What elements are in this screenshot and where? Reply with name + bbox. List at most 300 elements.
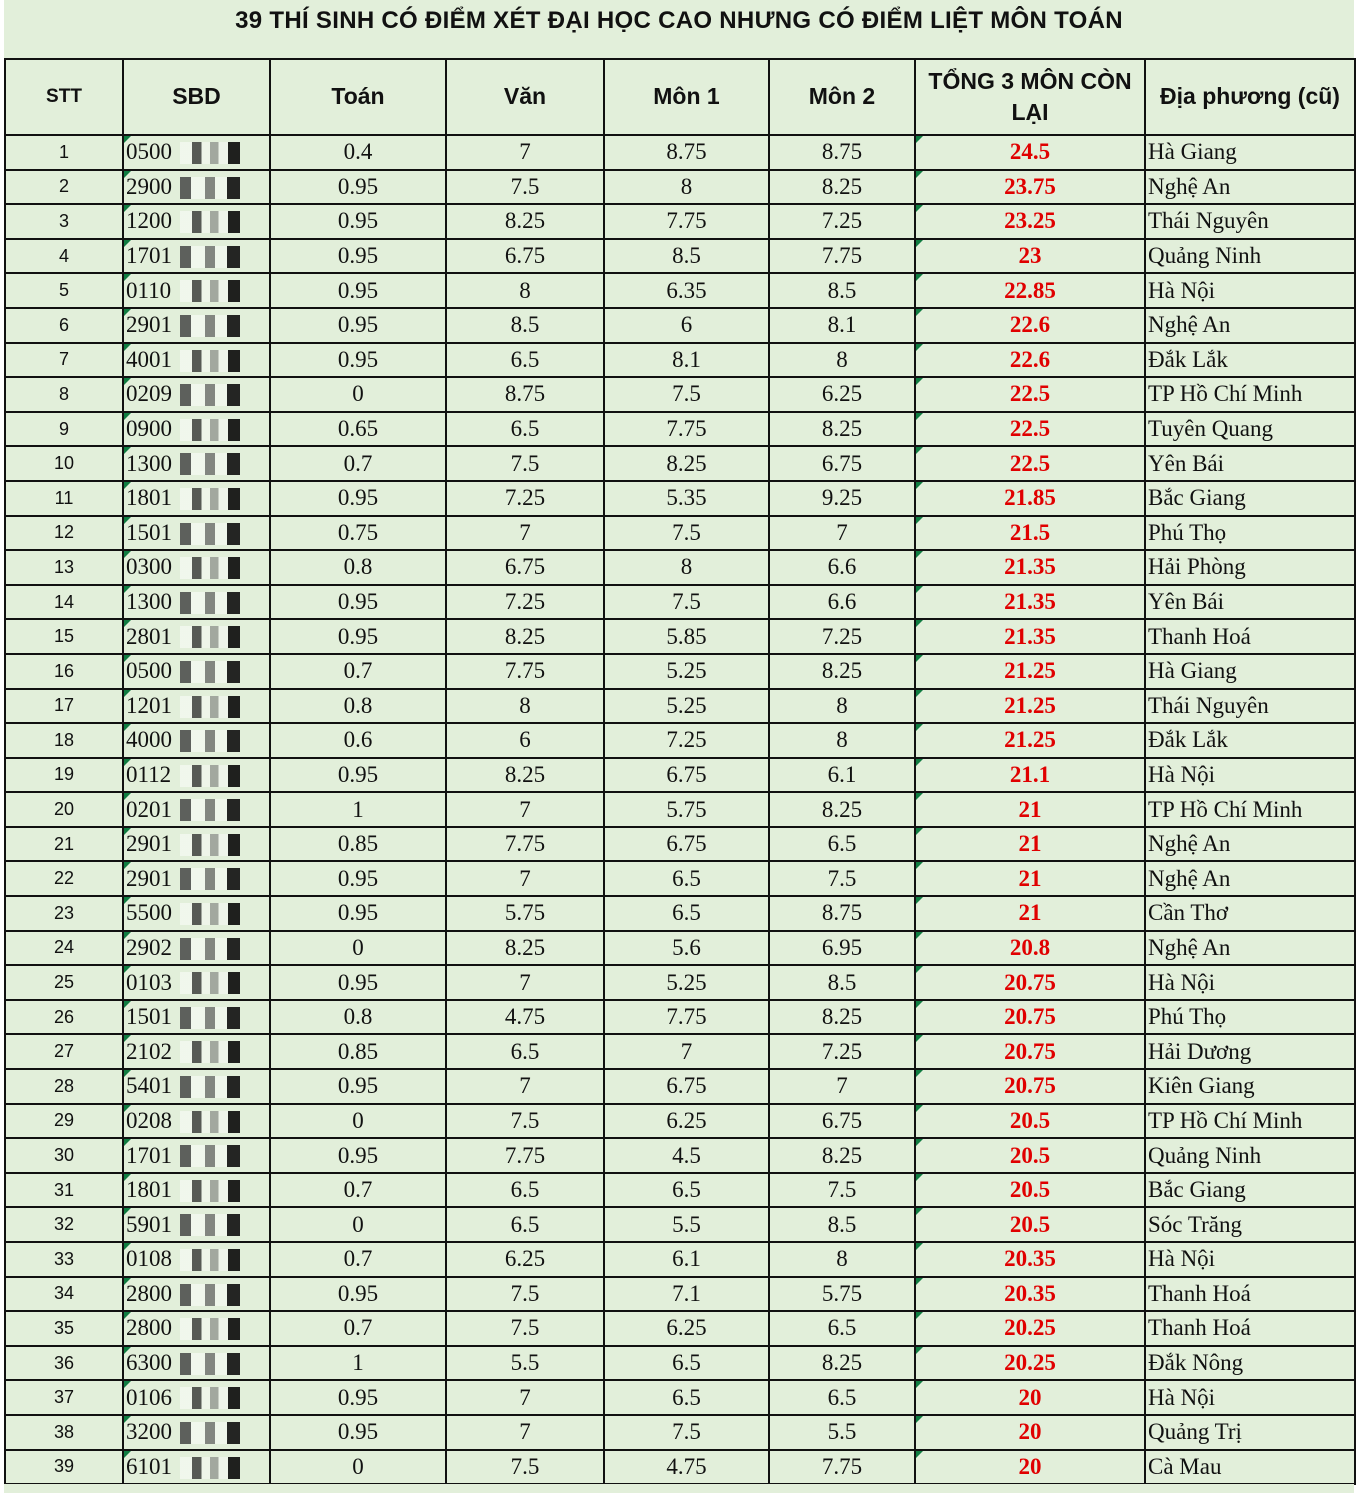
cell-stt[interactable]: [5, 308, 123, 343]
cell-mon2[interactable]: [769, 896, 915, 931]
cell-van[interactable]: [446, 170, 604, 205]
cell-van[interactable]: [446, 239, 604, 274]
cell-sbd[interactable]: [123, 1242, 270, 1277]
cell-total[interactable]: [915, 1380, 1145, 1415]
cell-mon1[interactable]: [604, 896, 769, 931]
cell-mon2[interactable]: [769, 1138, 915, 1173]
cell-mon1[interactable]: [604, 1069, 769, 1104]
cell-total[interactable]: [915, 343, 1145, 378]
cell-stt[interactable]: [5, 689, 123, 724]
cell-stt[interactable]: [5, 792, 123, 827]
cell-mon1[interactable]: [604, 239, 769, 274]
cell-total[interactable]: [915, 1311, 1145, 1346]
cell-location[interactable]: [1145, 550, 1355, 585]
cell-stt[interactable]: [5, 723, 123, 758]
cell-sbd[interactable]: [123, 723, 270, 758]
cell-location[interactable]: [1145, 204, 1355, 239]
cell-sbd[interactable]: [123, 204, 270, 239]
cell-mon1[interactable]: [604, 1138, 769, 1173]
cell-toan[interactable]: [270, 516, 446, 551]
cell-toan[interactable]: [270, 1277, 446, 1312]
cell-sbd[interactable]: [123, 827, 270, 862]
cell-mon1[interactable]: [604, 1207, 769, 1242]
cell-sbd[interactable]: [123, 1138, 270, 1173]
cell-van[interactable]: [446, 1450, 604, 1485]
cell-total[interactable]: [915, 723, 1145, 758]
cell-stt[interactable]: [5, 1346, 123, 1381]
cell-sbd[interactable]: [123, 1346, 270, 1381]
cell-mon1[interactable]: [604, 585, 769, 620]
cell-mon1[interactable]: [604, 654, 769, 689]
cell-location[interactable]: [1145, 1311, 1355, 1346]
cell-stt[interactable]: [5, 446, 123, 481]
cell-mon1[interactable]: [604, 273, 769, 308]
cell-toan[interactable]: [270, 1311, 446, 1346]
cell-stt[interactable]: [5, 516, 123, 551]
cell-total[interactable]: [915, 516, 1145, 551]
cell-sbd[interactable]: [123, 135, 270, 170]
cell-stt[interactable]: [5, 654, 123, 689]
cell-mon1[interactable]: [604, 343, 769, 378]
cell-toan[interactable]: [270, 619, 446, 654]
cell-location[interactable]: [1145, 239, 1355, 274]
cell-van[interactable]: [446, 1069, 604, 1104]
cell-total[interactable]: [915, 689, 1145, 724]
cell-stt[interactable]: [5, 931, 123, 966]
cell-van[interactable]: [446, 1138, 604, 1173]
cell-stt[interactable]: [5, 412, 123, 447]
cell-mon1[interactable]: [604, 135, 769, 170]
cell-total[interactable]: [915, 654, 1145, 689]
cell-sbd[interactable]: [123, 896, 270, 931]
cell-sbd[interactable]: [123, 412, 270, 447]
cell-van[interactable]: [446, 1380, 604, 1415]
cell-location[interactable]: [1145, 585, 1355, 620]
cell-sbd[interactable]: [123, 308, 270, 343]
cell-location[interactable]: [1145, 1277, 1355, 1312]
cell-stt[interactable]: [5, 343, 123, 378]
cell-location[interactable]: [1145, 1415, 1355, 1450]
cell-mon1[interactable]: [604, 1415, 769, 1450]
cell-sbd[interactable]: [123, 1415, 270, 1450]
cell-van[interactable]: [446, 135, 604, 170]
cell-sbd[interactable]: [123, 1173, 270, 1208]
cell-stt[interactable]: [5, 1311, 123, 1346]
cell-stt[interactable]: [5, 377, 123, 412]
cell-toan[interactable]: [270, 1173, 446, 1208]
cell-mon1[interactable]: [604, 1311, 769, 1346]
cell-stt[interactable]: [5, 1380, 123, 1415]
cell-mon1[interactable]: [604, 827, 769, 862]
cell-location[interactable]: [1145, 723, 1355, 758]
cell-sbd[interactable]: [123, 446, 270, 481]
cell-van[interactable]: [446, 1311, 604, 1346]
cell-total[interactable]: [915, 1207, 1145, 1242]
cell-toan[interactable]: [270, 170, 446, 205]
cell-mon2[interactable]: [769, 1173, 915, 1208]
cell-van[interactable]: [446, 516, 604, 551]
cell-mon2[interactable]: [769, 273, 915, 308]
cell-mon2[interactable]: [769, 377, 915, 412]
cell-total[interactable]: [915, 585, 1145, 620]
cell-mon1[interactable]: [604, 723, 769, 758]
cell-total[interactable]: [915, 1034, 1145, 1069]
cell-sbd[interactable]: [123, 170, 270, 205]
cell-mon2[interactable]: [769, 1207, 915, 1242]
cell-total[interactable]: [915, 827, 1145, 862]
cell-stt[interactable]: [5, 204, 123, 239]
cell-stt[interactable]: [5, 1173, 123, 1208]
cell-total[interactable]: [915, 1277, 1145, 1312]
cell-total[interactable]: [915, 1415, 1145, 1450]
cell-mon2[interactable]: [769, 1277, 915, 1312]
cell-mon2[interactable]: [769, 1311, 915, 1346]
cell-location[interactable]: [1145, 412, 1355, 447]
cell-sbd[interactable]: [123, 1450, 270, 1485]
cell-mon2[interactable]: [769, 1069, 915, 1104]
cell-total[interactable]: [915, 308, 1145, 343]
cell-mon2[interactable]: [769, 965, 915, 1000]
cell-mon1[interactable]: [604, 550, 769, 585]
cell-van[interactable]: [446, 1207, 604, 1242]
cell-mon1[interactable]: [604, 861, 769, 896]
cell-total[interactable]: [915, 1104, 1145, 1139]
cell-toan[interactable]: [270, 1450, 446, 1485]
cell-mon2[interactable]: [769, 758, 915, 793]
cell-stt[interactable]: [5, 1207, 123, 1242]
cell-location[interactable]: [1145, 308, 1355, 343]
cell-sbd[interactable]: [123, 931, 270, 966]
cell-location[interactable]: [1145, 1450, 1355, 1485]
cell-mon1[interactable]: [604, 1000, 769, 1035]
cell-mon2[interactable]: [769, 516, 915, 551]
cell-van[interactable]: [446, 792, 604, 827]
cell-toan[interactable]: [270, 861, 446, 896]
cell-van[interactable]: [446, 689, 604, 724]
cell-toan[interactable]: [270, 1380, 446, 1415]
cell-sbd[interactable]: [123, 377, 270, 412]
cell-stt[interactable]: [5, 965, 123, 1000]
cell-total[interactable]: [915, 1069, 1145, 1104]
cell-toan[interactable]: [270, 827, 446, 862]
cell-mon1[interactable]: [604, 1450, 769, 1485]
cell-van[interactable]: [446, 446, 604, 481]
cell-toan[interactable]: [270, 792, 446, 827]
cell-total[interactable]: [915, 619, 1145, 654]
cell-location[interactable]: [1145, 273, 1355, 308]
cell-van[interactable]: [446, 758, 604, 793]
cell-toan[interactable]: [270, 1242, 446, 1277]
cell-stt[interactable]: [5, 1450, 123, 1485]
cell-toan[interactable]: [270, 377, 446, 412]
cell-mon1[interactable]: [604, 931, 769, 966]
cell-stt[interactable]: [5, 1069, 123, 1104]
cell-van[interactable]: [446, 654, 604, 689]
cell-sbd[interactable]: [123, 1034, 270, 1069]
cell-van[interactable]: [446, 1277, 604, 1312]
cell-mon1[interactable]: [604, 1242, 769, 1277]
cell-location[interactable]: [1145, 1173, 1355, 1208]
cell-location[interactable]: [1145, 446, 1355, 481]
cell-sbd[interactable]: [123, 1069, 270, 1104]
cell-location[interactable]: [1145, 619, 1355, 654]
cell-toan[interactable]: [270, 308, 446, 343]
cell-location[interactable]: [1145, 965, 1355, 1000]
cell-stt[interactable]: [5, 550, 123, 585]
cell-toan[interactable]: [270, 1138, 446, 1173]
cell-van[interactable]: [446, 1034, 604, 1069]
cell-location[interactable]: [1145, 1069, 1355, 1104]
cell-mon2[interactable]: [769, 550, 915, 585]
cell-sbd[interactable]: [123, 758, 270, 793]
cell-mon2[interactable]: [769, 1104, 915, 1139]
cell-stt[interactable]: [5, 861, 123, 896]
cell-toan[interactable]: [270, 239, 446, 274]
cell-stt[interactable]: [5, 273, 123, 308]
cell-stt[interactable]: [5, 481, 123, 516]
cell-mon1[interactable]: [604, 1380, 769, 1415]
cell-toan[interactable]: [270, 343, 446, 378]
cell-total[interactable]: [915, 896, 1145, 931]
cell-mon1[interactable]: [604, 965, 769, 1000]
cell-mon2[interactable]: [769, 1242, 915, 1277]
cell-total[interactable]: [915, 1242, 1145, 1277]
cell-toan[interactable]: [270, 1346, 446, 1381]
cell-total[interactable]: [915, 1138, 1145, 1173]
cell-total[interactable]: [915, 1346, 1145, 1381]
cell-location[interactable]: [1145, 1104, 1355, 1139]
cell-mon2[interactable]: [769, 861, 915, 896]
cell-mon1[interactable]: [604, 758, 769, 793]
cell-sbd[interactable]: [123, 965, 270, 1000]
cell-stt[interactable]: [5, 1242, 123, 1277]
cell-stt[interactable]: [5, 1277, 123, 1312]
cell-sbd[interactable]: [123, 1104, 270, 1139]
cell-location[interactable]: [1145, 343, 1355, 378]
cell-location[interactable]: [1145, 1207, 1355, 1242]
cell-location[interactable]: [1145, 1242, 1355, 1277]
cell-stt[interactable]: [5, 619, 123, 654]
cell-toan[interactable]: [270, 723, 446, 758]
cell-mon2[interactable]: [769, 135, 915, 170]
cell-mon2[interactable]: [769, 689, 915, 724]
cell-mon1[interactable]: [604, 1346, 769, 1381]
cell-mon2[interactable]: [769, 585, 915, 620]
cell-stt[interactable]: [5, 170, 123, 205]
cell-mon1[interactable]: [604, 1104, 769, 1139]
cell-toan[interactable]: [270, 550, 446, 585]
cell-sbd[interactable]: [123, 1311, 270, 1346]
cell-location[interactable]: [1145, 135, 1355, 170]
cell-van[interactable]: [446, 273, 604, 308]
cell-mon2[interactable]: [769, 204, 915, 239]
cell-toan[interactable]: [270, 1069, 446, 1104]
cell-van[interactable]: [446, 965, 604, 1000]
cell-mon1[interactable]: [604, 1277, 769, 1312]
cell-mon1[interactable]: [604, 619, 769, 654]
cell-total[interactable]: [915, 931, 1145, 966]
cell-total[interactable]: [915, 170, 1145, 205]
cell-sbd[interactable]: [123, 861, 270, 896]
cell-stt[interactable]: [5, 896, 123, 931]
cell-location[interactable]: [1145, 758, 1355, 793]
cell-location[interactable]: [1145, 931, 1355, 966]
cell-total[interactable]: [915, 377, 1145, 412]
cell-mon2[interactable]: [769, 654, 915, 689]
cell-sbd[interactable]: [123, 1000, 270, 1035]
cell-toan[interactable]: [270, 758, 446, 793]
cell-mon2[interactable]: [769, 1450, 915, 1485]
cell-total[interactable]: [915, 965, 1145, 1000]
cell-van[interactable]: [446, 308, 604, 343]
cell-van[interactable]: [446, 585, 604, 620]
cell-total[interactable]: [915, 481, 1145, 516]
cell-mon2[interactable]: [769, 1415, 915, 1450]
cell-mon1[interactable]: [604, 170, 769, 205]
cell-total[interactable]: [915, 204, 1145, 239]
cell-sbd[interactable]: [123, 550, 270, 585]
cell-toan[interactable]: [270, 446, 446, 481]
cell-mon1[interactable]: [604, 1173, 769, 1208]
cell-mon2[interactable]: [769, 792, 915, 827]
cell-mon2[interactable]: [769, 412, 915, 447]
cell-location[interactable]: [1145, 1034, 1355, 1069]
cell-mon2[interactable]: [769, 1034, 915, 1069]
cell-mon1[interactable]: [604, 377, 769, 412]
cell-mon1[interactable]: [604, 446, 769, 481]
cell-sbd[interactable]: [123, 239, 270, 274]
cell-stt[interactable]: [5, 758, 123, 793]
cell-van[interactable]: [446, 343, 604, 378]
cell-sbd[interactable]: [123, 792, 270, 827]
cell-toan[interactable]: [270, 654, 446, 689]
cell-location[interactable]: [1145, 481, 1355, 516]
cell-total[interactable]: [915, 273, 1145, 308]
cell-total[interactable]: [915, 550, 1145, 585]
cell-van[interactable]: [446, 204, 604, 239]
cell-mon1[interactable]: [604, 308, 769, 343]
cell-mon2[interactable]: [769, 1346, 915, 1381]
cell-location[interactable]: [1145, 1346, 1355, 1381]
cell-location[interactable]: [1145, 516, 1355, 551]
cell-location[interactable]: [1145, 792, 1355, 827]
cell-toan[interactable]: [270, 689, 446, 724]
cell-total[interactable]: [915, 861, 1145, 896]
cell-toan[interactable]: [270, 135, 446, 170]
cell-stt[interactable]: [5, 1415, 123, 1450]
cell-mon2[interactable]: [769, 481, 915, 516]
cell-stt[interactable]: [5, 1138, 123, 1173]
cell-van[interactable]: [446, 1000, 604, 1035]
cell-toan[interactable]: [270, 896, 446, 931]
cell-stt[interactable]: [5, 239, 123, 274]
cell-stt[interactable]: [5, 1034, 123, 1069]
cell-toan[interactable]: [270, 931, 446, 966]
cell-total[interactable]: [915, 446, 1145, 481]
cell-total[interactable]: [915, 792, 1145, 827]
cell-location[interactable]: [1145, 827, 1355, 862]
cell-total[interactable]: [915, 135, 1145, 170]
cell-van[interactable]: [446, 1173, 604, 1208]
cell-stt[interactable]: [5, 1000, 123, 1035]
cell-location[interactable]: [1145, 689, 1355, 724]
cell-mon1[interactable]: [604, 481, 769, 516]
cell-location[interactable]: [1145, 170, 1355, 205]
cell-toan[interactable]: [270, 1207, 446, 1242]
cell-total[interactable]: [915, 758, 1145, 793]
cell-toan[interactable]: [270, 204, 446, 239]
cell-stt[interactable]: [5, 827, 123, 862]
cell-mon2[interactable]: [769, 619, 915, 654]
cell-mon2[interactable]: [769, 446, 915, 481]
cell-toan[interactable]: [270, 585, 446, 620]
cell-sbd[interactable]: [123, 585, 270, 620]
cell-sbd[interactable]: [123, 273, 270, 308]
cell-van[interactable]: [446, 412, 604, 447]
cell-van[interactable]: [446, 1104, 604, 1139]
cell-mon1[interactable]: [604, 689, 769, 724]
cell-mon2[interactable]: [769, 308, 915, 343]
cell-stt[interactable]: [5, 135, 123, 170]
cell-location[interactable]: [1145, 1000, 1355, 1035]
cell-van[interactable]: [446, 619, 604, 654]
cell-van[interactable]: [446, 481, 604, 516]
cell-toan[interactable]: [270, 273, 446, 308]
cell-van[interactable]: [446, 1242, 604, 1277]
cell-total[interactable]: [915, 1450, 1145, 1485]
cell-mon1[interactable]: [604, 516, 769, 551]
cell-location[interactable]: [1145, 654, 1355, 689]
cell-total[interactable]: [915, 239, 1145, 274]
cell-toan[interactable]: [270, 965, 446, 1000]
cell-total[interactable]: [915, 412, 1145, 447]
cell-sbd[interactable]: [123, 689, 270, 724]
cell-toan[interactable]: [270, 1415, 446, 1450]
cell-toan[interactable]: [270, 1034, 446, 1069]
cell-van[interactable]: [446, 931, 604, 966]
cell-toan[interactable]: [270, 1104, 446, 1139]
cell-mon2[interactable]: [769, 1380, 915, 1415]
cell-van[interactable]: [446, 827, 604, 862]
cell-mon1[interactable]: [604, 1034, 769, 1069]
cell-mon2[interactable]: [769, 931, 915, 966]
cell-sbd[interactable]: [123, 1380, 270, 1415]
cell-stt[interactable]: [5, 585, 123, 620]
cell-mon1[interactable]: [604, 412, 769, 447]
cell-sbd[interactable]: [123, 654, 270, 689]
cell-location[interactable]: [1145, 861, 1355, 896]
cell-mon2[interactable]: [769, 827, 915, 862]
cell-location[interactable]: [1145, 377, 1355, 412]
cell-toan[interactable]: [270, 412, 446, 447]
cell-toan[interactable]: [270, 1000, 446, 1035]
cell-van[interactable]: [446, 1415, 604, 1450]
cell-van[interactable]: [446, 377, 604, 412]
cell-total[interactable]: [915, 1173, 1145, 1208]
cell-sbd[interactable]: [123, 1207, 270, 1242]
cell-sbd[interactable]: [123, 481, 270, 516]
cell-van[interactable]: [446, 550, 604, 585]
cell-mon2[interactable]: [769, 1000, 915, 1035]
cell-van[interactable]: [446, 896, 604, 931]
cell-mon2[interactable]: [769, 170, 915, 205]
cell-stt[interactable]: [5, 1104, 123, 1139]
cell-mon2[interactable]: [769, 723, 915, 758]
cell-mon2[interactable]: [769, 343, 915, 378]
cell-mon1[interactable]: [604, 792, 769, 827]
cell-sbd[interactable]: [123, 619, 270, 654]
cell-location[interactable]: [1145, 896, 1355, 931]
